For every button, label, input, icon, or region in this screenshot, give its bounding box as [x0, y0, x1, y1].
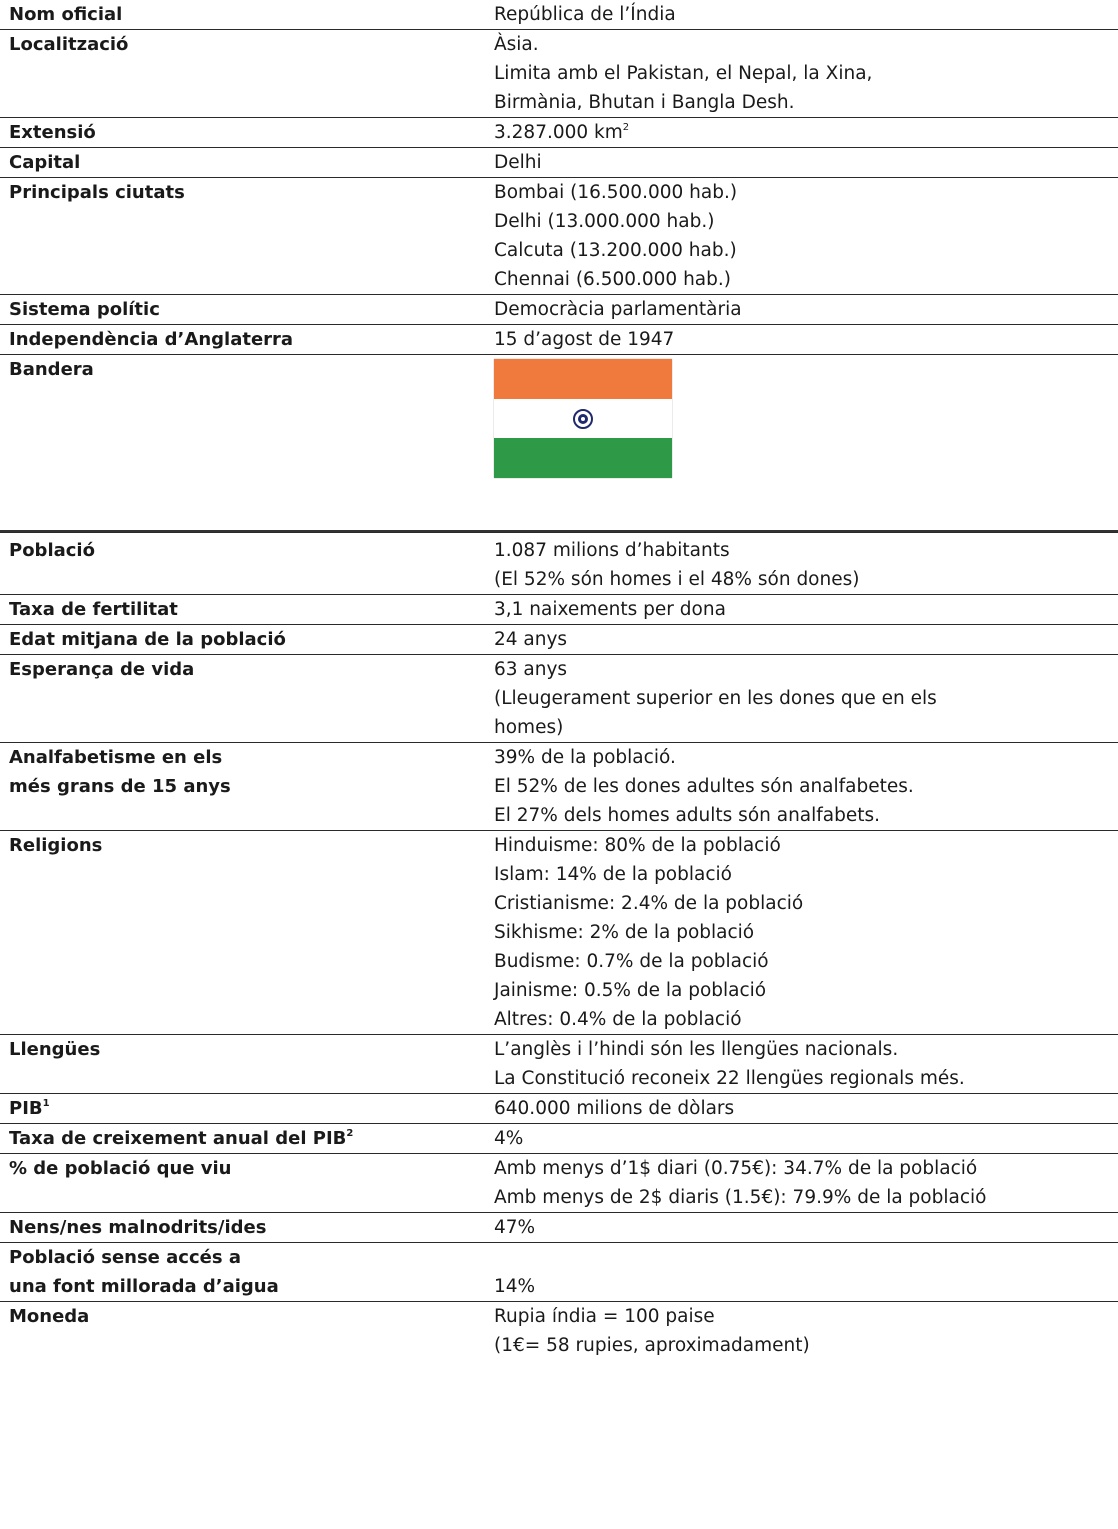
row-location — [0, 30, 1118, 118]
value-main-cities: Bombai (16.500.000 hab.) Delhi (13.000.000 hab.) Calcuta (13.200.000 hab.) Chennai (6.500.000 hab.) — [494, 182, 738, 290]
value-official-name: República de l’Índia — [494, 4, 676, 25]
label-water-access: Població sense accés a una font millorada d’aigua — [9, 1247, 279, 1297]
label-political-system: Sistema polític — [9, 299, 160, 320]
row-life-expectancy — [0, 655, 1118, 743]
value-currency: Rupia índia = 100 paise (1€= 58 rupies, aproximadament) — [494, 1306, 810, 1356]
row-capital — [0, 148, 1118, 178]
row-religions — [0, 831, 1118, 1035]
value-poverty: Amb menys d’1$ diari (0.75€): 34.7% de la població Amb menys de 2$ diaris (1.5€): 79.9% de la població — [494, 1158, 987, 1208]
flag-saffron-band — [494, 359, 672, 399]
row-main-cities — [0, 178, 1118, 295]
label-flag: Bandera — [9, 359, 94, 380]
value-illiteracy: 39% de la població. El 52% de les dones adultes són analfabetes. El 27% dels homes adults són analfabets. — [494, 747, 914, 826]
value-water-access: 14% — [494, 1276, 536, 1297]
value-languages: L’anglès i l’hindi són les llengües nacionals. La Constitució reconeix 22 llengües regionals més. — [494, 1039, 965, 1089]
label-median-age: Edat mitjana de la població — [9, 629, 286, 650]
label-official-name: Nom oficial — [9, 4, 123, 25]
ashoka-chakra-icon — [572, 408, 594, 430]
row-area — [0, 118, 1118, 148]
flag-green-band — [494, 438, 672, 478]
value-area: 3.287.000 $km^2$ — [494, 121, 630, 143]
row-gdp — [0, 1094, 1118, 1124]
value-fertility-rate: 3,1 naixements per dona — [494, 599, 726, 620]
value-independence: 15 d’agost de 1947 — [494, 329, 675, 350]
row-independence — [0, 325, 1118, 355]
value-capital: Delhi — [494, 152, 542, 173]
label-languages: Llengües — [9, 1039, 101, 1060]
row-water-access — [0, 1243, 1118, 1302]
row-median-age — [0, 625, 1118, 655]
value-population: 1.087 milions d’habitants (El 52% són homes i el 48% són dones) — [494, 540, 860, 590]
section-social-economic — [0, 532, 1118, 1360]
row-flag — [0, 355, 1118, 530]
row-fertility-rate — [0, 595, 1118, 625]
value-religions: Hinduisme: 80% de la població Islam: 14% de la població Cristianisme: 2.4% de la població Sikhisme: 2% de la població Budisme: 0.7% de la població Jainisme: 0.5% de la població Altres: 0.4% de la població — [494, 835, 804, 1030]
value-location: Àsia. Limita amb el Pakistan, el Nepal, la Xina, Birmània, Bhutan i Bangla Desh. — [494, 34, 873, 113]
footnote-marker: 2 — [346, 1128, 354, 1139]
row-political-system — [0, 295, 1118, 325]
label-location: Localització — [9, 34, 129, 55]
value-political-system: Democràcia parlamentària — [494, 299, 742, 320]
value-median-age: 24 anys — [494, 629, 568, 650]
value-malnourished-children: 47% — [494, 1217, 536, 1238]
label-life-expectancy: Esperança de vida — [9, 659, 195, 680]
label-area: Extensió — [9, 122, 96, 143]
row-population — [0, 533, 1118, 595]
row-currency — [0, 1302, 1118, 1360]
row-poverty — [0, 1154, 1118, 1213]
label-malnourished-children: Nens/nes malnodrits/ides — [9, 1217, 267, 1238]
label-independence: Independència d’Anglaterra — [9, 329, 294, 350]
label-religions: Religions — [9, 835, 103, 856]
row-languages — [0, 1035, 1118, 1094]
value-gdp-growth: 4% — [494, 1128, 524, 1149]
india-flag-image — [494, 359, 672, 478]
value-life-expectancy: 63 anys (Lleugerament superior en les dones que en els homes) — [494, 659, 937, 738]
flag-white-band — [494, 399, 672, 439]
row-malnourished-children — [0, 1213, 1118, 1243]
row-gdp-growth — [0, 1124, 1118, 1154]
label-currency: Moneda — [9, 1306, 90, 1327]
label-illiteracy: Analfabetisme en els més grans de 15 anys — [9, 747, 231, 797]
footnote-marker: 1 — [42, 1098, 50, 1109]
label-capital: Capital — [9, 152, 81, 173]
row-official-name — [0, 0, 1118, 30]
label-poverty: % de població que viu — [9, 1158, 232, 1179]
label-population: Població — [9, 540, 95, 561]
section-general — [0, 0, 1118, 532]
label-gdp-growth: Taxa de creixement anual del PIB$^2$ — [9, 1128, 354, 1149]
label-fertility-rate: Taxa de fertilitat — [9, 599, 178, 620]
unit-superscript: 2 — [622, 121, 630, 133]
row-illiteracy — [0, 743, 1118, 831]
label-main-cities: Principals ciutats — [9, 182, 185, 203]
label-gdp: PIB$^1$ — [9, 1098, 50, 1119]
value-flag — [494, 355, 1118, 478]
value-gdp: 640.000 milions de dòlars — [494, 1098, 735, 1119]
